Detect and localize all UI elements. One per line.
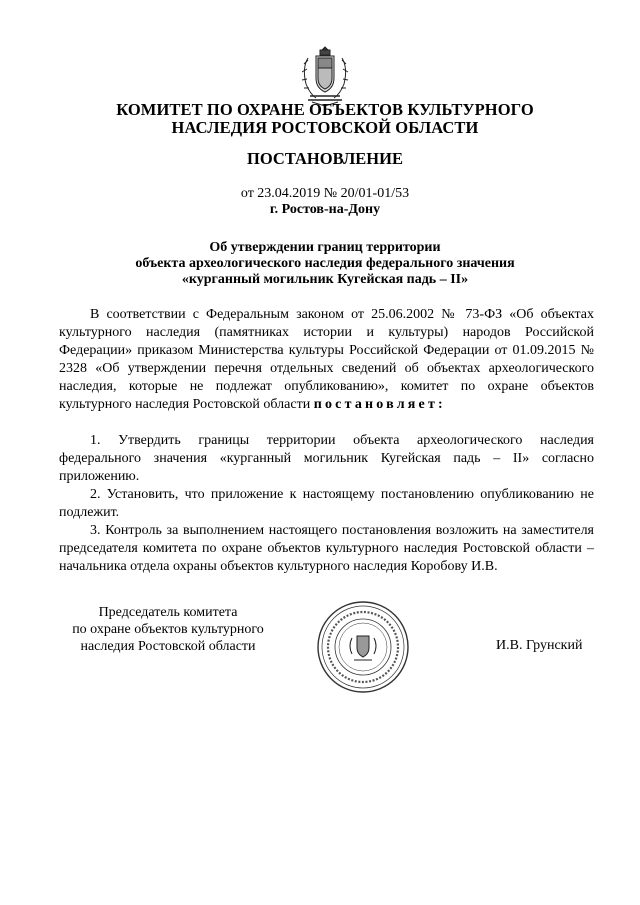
preamble-paragraph [59, 306, 594, 414]
organization-name [60, 101, 590, 137]
date-line [60, 186, 590, 218]
item-1: 1. Утвердить границы территории объекта археологического наследия федерального значения «курганный могильник Кугейская падь – II» согласно приложению. [59, 433, 594, 484]
signatory-name: И.В. Грунский [496, 638, 583, 653]
item-3: 3. Контроль за выполнением настоящего постановления возложить на заместителя председателя комитета по охране объектов культурного наследия Ростовской области – начальника отдела охраны объектов культурного наследия Коробову И.В. [59, 523, 594, 574]
document-type: ПОСТАНОВЛЕНИЕ [247, 149, 403, 168]
position-line-3: наследия Ростовской области [80, 639, 256, 654]
date-number: от 23.04.2019 № 20/01-01/53 [240, 186, 410, 201]
document-subject [60, 240, 590, 288]
subject-line-2: объекта археологического наследия федерального значения [135, 256, 515, 271]
position-line-1: Председатель комитета [98, 605, 238, 620]
signatory-position [58, 604, 278, 655]
seal-icon [316, 600, 410, 694]
position-line-2: по охране объектов культурного [72, 622, 264, 637]
subject-line-3: «курганный могильник Кугейская падь – II» [181, 272, 469, 287]
item-2: 2. Установить, что приложение к настоящему постановлению опубликованию не подлежит. [59, 487, 594, 520]
coat-of-arms-icon [296, 44, 354, 108]
org-line-2: НАСЛЕДИЯ РОСТОВСКОЙ ОБЛАСТИ [171, 118, 479, 137]
city: г. Ростов-на-Дону [269, 202, 381, 217]
org-line-1: КОМИТЕТ ПО ОХРАНЕ ОБЪЕКТОВ КУЛЬТУРНОГО [116, 100, 534, 119]
preamble-text: В соответствии с Федеральным законом от 25.06.2002 № 73-ФЗ «Об объектах культурного наследия (памятниках истории и культуры) народов Российской Федерации» приказом Министерства культуры Российской Федерации от 01.09.2015 № 2328 «Об утверждении перечня отдельных сведений об объектах археологического наследия, которые не подлежат опубликованию», комитет по охране объектов культурного наследия Ростовской области [59, 307, 594, 412]
resolves-word: постановляет: [313, 397, 446, 412]
subject-line-1: Об утверждении границ территории [209, 240, 441, 255]
document-body [59, 306, 594, 576]
